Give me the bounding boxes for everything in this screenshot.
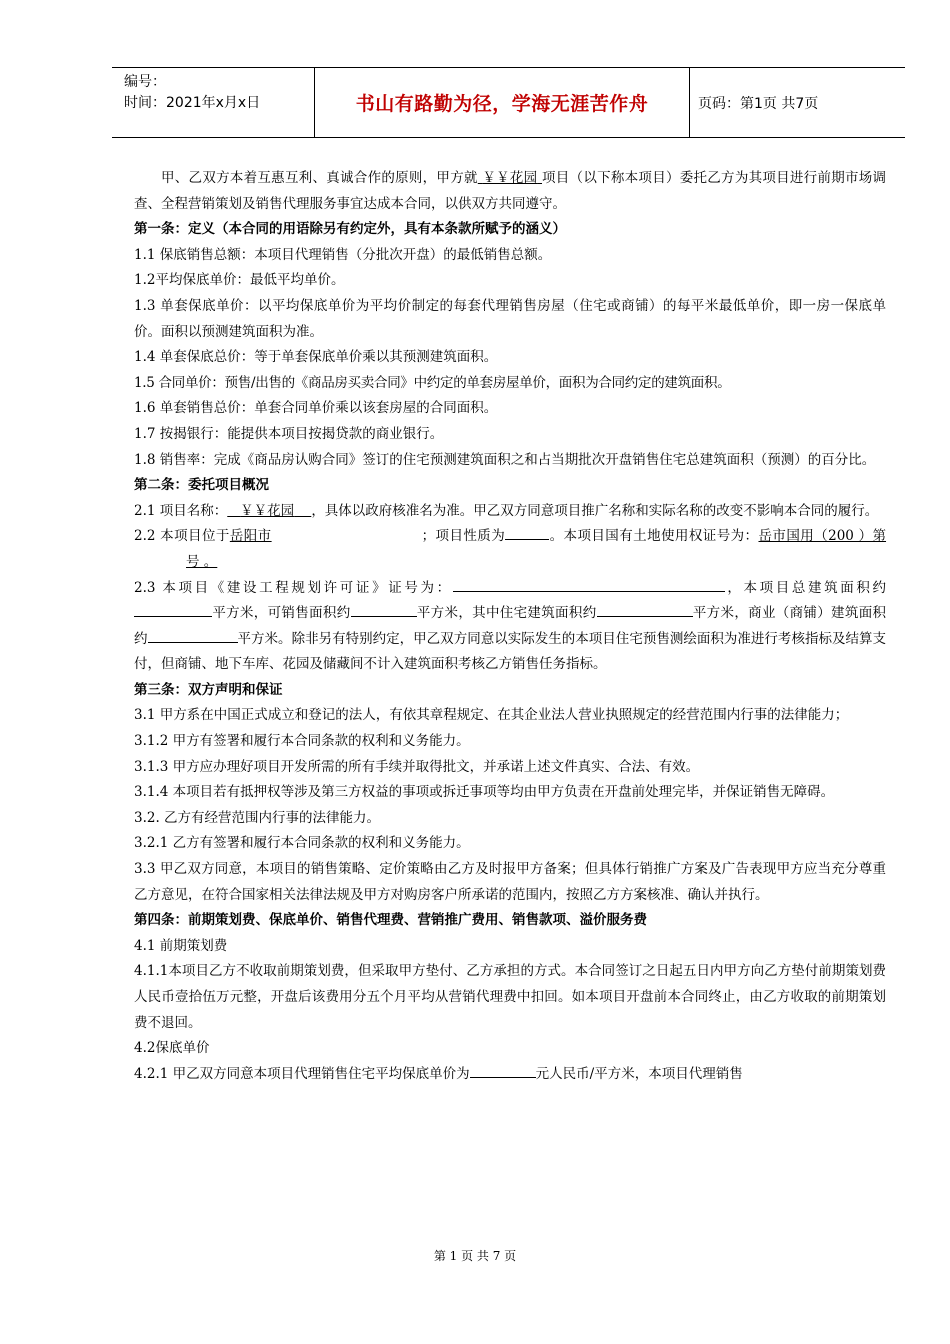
article-2-title: 第二条：委托项目概况 <box>134 477 269 494</box>
residential-area-blank <box>597 602 693 617</box>
permit-number-blank <box>453 577 725 592</box>
header-slogan: 书山有路勤为径，学海无涯苦作舟 <box>355 93 649 115</box>
definition-1-8: 1.8 销售率：完成《商品房认购合同》签订的住宅预测建筑面积之和占当期批次开盘销售住宅总建筑面积（预测）的百分比。 <box>134 451 876 468</box>
definition-1-1: 1.1 保底销售总额：本项目代理销售（分批次开盘）的最低销售总额。 <box>134 246 552 263</box>
clause-3-1-4: 3.1.4 本项目若有抵押权等涉及第三方权益的事项或拆迁事项等均由甲方负责在开盘前处理完毕，并保证销售无障碍。 <box>134 784 835 801</box>
article-4-title: 第四条：前期策划费、保底单价、销售代理费、营销推广费用、销售款项、溢价服务费 <box>134 912 647 929</box>
clause-4-1: 4.1 前期策划费 <box>134 937 228 954</box>
page-header <box>112 67 905 138</box>
clause-2-1: 2.1 项目名称： ￥￥花园 ，具体以政府核准名为准。甲乙双方同意项目推广名称和实际名称的改变不影响本合同的履行。 <box>134 502 879 519</box>
clause-3-2: 3.2. 乙方有经营范围内行事的法律能力。 <box>134 809 381 826</box>
definition-1-2: 1.2平均保底单价：最低平均单价。 <box>134 272 345 289</box>
document-time-label: 时间：2021年x月x日 <box>124 95 261 111</box>
header-page-cell <box>690 68 905 137</box>
clause-2-2: 2.2 本项目位于岳阳市 ；项目性质为 。本项目国有土地使用权证号为：岳市国用（200 ）第号 。 <box>134 524 886 575</box>
project-name-field: ￥￥花园 <box>240 502 295 519</box>
contract-body <box>134 166 886 1087</box>
clause-3-1-2: 3.1.2 甲方有签署和履行本合同条款的权利和义务能力。 <box>134 733 470 750</box>
article-3-title: 第三条：双方声明和保证 <box>134 681 283 698</box>
header-slogan-cell <box>315 68 690 137</box>
project-name-field: ￥￥花园 <box>482 170 538 186</box>
clause-3-2-1: 3.2.1 乙方有签署和履行本合同条款的权利和义务能力。 <box>134 835 470 852</box>
header-meta-cell <box>112 68 315 137</box>
saleable-area-blank <box>351 602 417 617</box>
land-cert-field: 岳市国用（200 ）第号 。 <box>186 528 887 570</box>
definition-1-7: 1.7 按揭银行：能提供本项目按揭贷款的商业银行。 <box>134 425 444 442</box>
clause-3-1: 3.1 甲方系在中国正式成立和登记的法人，有依其章程规定、在其企业法人营业执照规定的经营范围内行事的法律能力； <box>134 707 849 724</box>
total-area-blank <box>134 602 212 617</box>
clause-4-2: 4.2保底单价 <box>134 1040 210 1057</box>
document-number-label: 编号： <box>124 74 166 90</box>
clause-2-3: 2.3 本项目《建设工程规划许可证》证号为： ，本项目总建筑面积约平方米，可销售面积约 平方米，其中住宅建筑面积约 平方米，商业（商铺）建筑面积约 平方米。除非另有特别约定，甲乙双方同意以实际发生的本项目住宅预售测绘面积为准进行考核指标及结算支付，但商铺、地下车库、花园及储藏间不计入建筑面积考核乙方销售任务指标。 <box>134 576 886 678</box>
page-footer: 第 1 页 共 7 页 <box>433 1249 517 1263</box>
location-field: 岳阳市 <box>229 528 272 545</box>
avg-floor-price-blank <box>470 1063 536 1078</box>
definition-1-3: 1.3 单套保底单价：以平均保底单价为平均价制定的每套代理销售房屋（住宅或商铺）的每平米最低单价，即一房一保底单价。面积以预测建筑面积为准。 <box>134 297 886 340</box>
definition-1-4: 1.4 单套保底总价：等于单套保底单价乘以其预测建筑面积。 <box>134 349 498 366</box>
header-page-info: 页码：第1页 共7页 <box>698 95 819 112</box>
clause-3-3: 3.3 甲乙双方同意，本项目的销售策略、定价策略由乙方及时报甲方备案；但具体行销推广方案及广告表现甲方应当充分尊重乙方意见，在符合国家相关法律法规及甲方对购房客户所承诺的范围内，按照乙方方案核准、确认并执行。 <box>134 861 886 903</box>
project-nature-blank <box>505 525 549 540</box>
intro-paragraph: 甲、乙双方本着互惠互利、真诚合作的原则，甲方就 ￥￥花园 项目（以下称本项目）委托乙方为其项目进行前期市场调查、全程营销策划及销售代理服务事宜达成本合同，以供双方共同遵守。 <box>134 170 887 212</box>
article-1-title: 第一条：定义（本合同的用语除另有约定外，具有本条款所赋予的涵义） <box>134 221 566 238</box>
clause-4-1-1: 4.1.1本项目乙方不收取前期策划费，但采取甲方垫付、乙方承担的方式。本合同签订之日起五日内甲方向乙方垫付前期策划费人民币壹拾伍万元整，开盘后该费用分五个月平均从营销代理费中扣回。如本项目开盘前本合同终止，由乙方收取的前期策划费不退回。 <box>134 963 886 1031</box>
definition-1-5: 1.5 合同单价：预售/出售的《商品房买卖合同》中约定的单套房屋单价，面积为合同约定的建筑面积。 <box>134 374 731 391</box>
definition-1-6: 1.6 单套销售总价：单套合同单价乘以该套房屋的合同面积。 <box>134 400 498 417</box>
commercial-area-blank <box>148 628 238 643</box>
clause-4-2-1: 4.2.1 甲乙双方同意本项目代理销售住宅平均保底单价为 元人民币/平方米，本项目代理销售 <box>134 1062 886 1088</box>
clause-3-1-3: 3.1.3 甲方应办理好项目开发所需的所有手续并取得批文，并承诺上述文件真实、合法、有效。 <box>134 758 700 775</box>
